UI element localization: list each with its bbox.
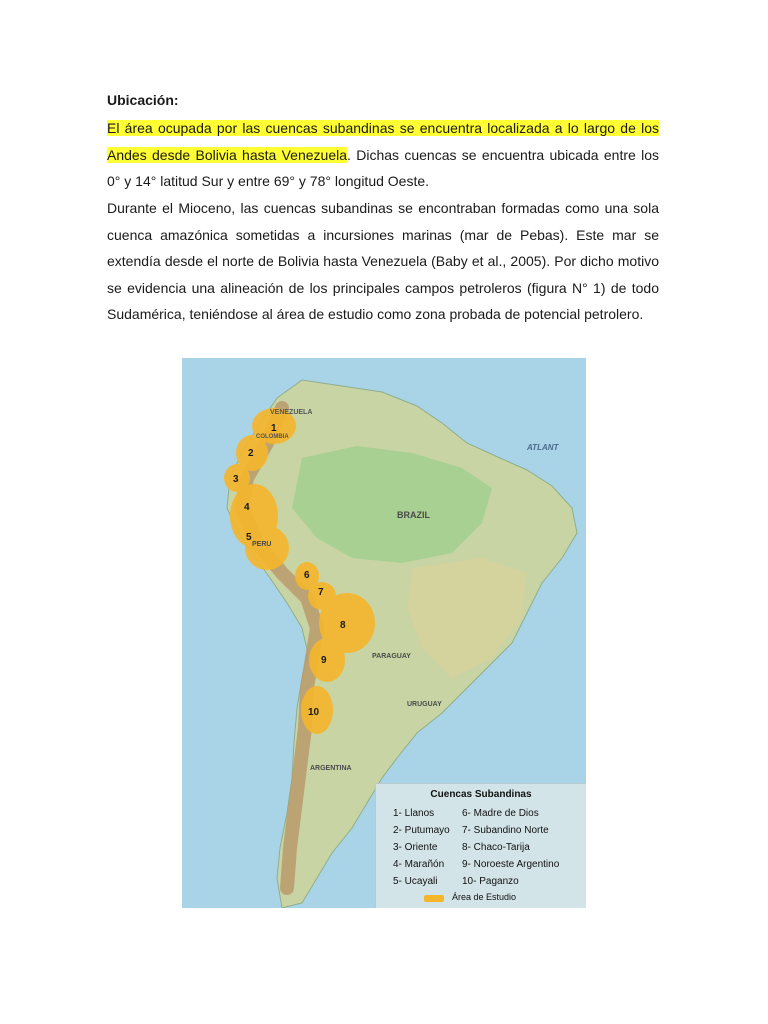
label-argentina: ARGENTINA [310,765,352,772]
label-venezuela: VENEZUELA [270,409,313,416]
label-paraguay: PARAGUAY [372,653,411,660]
legend-item-2: 2- Putumayo [393,825,450,836]
basin-number-1: 1 [271,423,277,434]
label-peru: PERU [252,541,272,548]
basin-number-4: 4 [244,502,250,513]
label-brazil: BRAZIL [397,510,430,520]
basin-number-7: 7 [318,587,324,598]
basin-number-10: 10 [308,707,320,718]
legend-item-9: 9- Noroeste Argentino [462,859,560,870]
basin-number-5: 5 [246,532,252,543]
map-legend [375,783,586,908]
section-heading: Ubicación: [107,92,179,108]
paragraph-rest: . Dichas cuencas se encuentra ubicada entre los 0° y 14° latitud Sur y entre 69° y 78° longitud Oeste. [107,146,659,189]
label-colombia: COLOMBIA [256,434,289,440]
basin-number-8: 8 [340,620,346,631]
basin-number-6: 6 [304,570,310,581]
legend-item-1: 1- Llanos [393,808,435,819]
legend-item-3: 3- Oriente [393,842,438,853]
study-area-swatch [424,895,444,902]
paragraph-location [107,115,659,195]
legend-title: Cuencas Subandinas [430,789,532,800]
label-ocean: ATLANT [527,443,559,452]
legend-item-4: 4- Marañón [393,859,445,870]
legend-item-5: 5- Ucayali [393,876,438,887]
basin-number-3: 3 [233,474,239,485]
legend-study-area: Área de Estudio [452,892,517,902]
legend-item-10: 10- Paganzo [462,876,519,887]
legend-item-8: 8- Chaco-Tarija [462,842,530,853]
legend-item-6: 6- Madre de Dios [462,808,539,819]
label-uruguay: URUGUAY [407,701,442,708]
paragraph-miocene: Durante el Mioceno, las cuencas subandinas se encontraban formadas como una sola cuenca amazónica sometidas a incursiones marinas (mar de Pebas). Este mar se extendía desde el norte de Bolivia hasta Venezuela (Baby et al., 2005). Por dicho motivo se evidencia una alineación de los principales campos petroleros (figura N° 1) de todo Sudamérica, teniéndose al área de estudio como zona probada de potencial petrolero. [107,200,659,322]
highlighted-text: El área ocupada por las cuencas subandinas se encuentra localizada a lo largo de los Andes desde Bolivia hasta Venezuela [107,120,659,163]
basin-number-9: 9 [321,655,327,666]
legend-item-7: 7- Subandino Norte [462,825,549,836]
basin-number-2: 2 [248,448,254,459]
